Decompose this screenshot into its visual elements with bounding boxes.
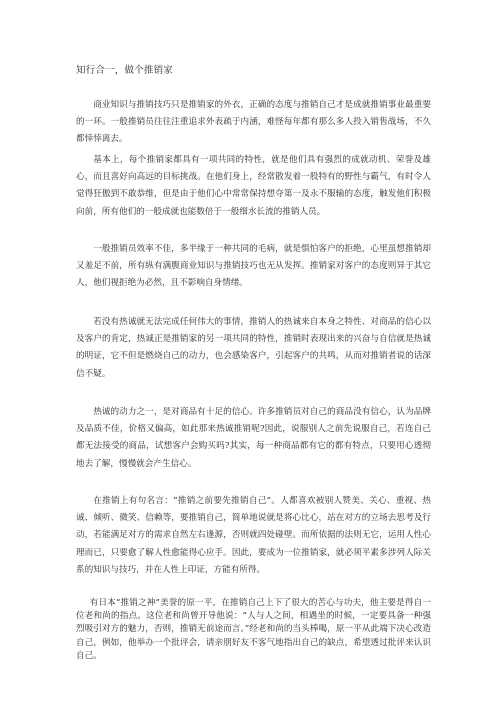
- paragraph-4: 若没有热诚就无法完成任何伟大的事情，推销人的热诚来自本身之特性、对商品的信心以及客户的肯定，热诚正是推销家的另一项共同的特性，推销时表现出来的兴奋与自信就是热诚的明证，它不但是燃烧自己的动力，也会感染客户，引起客户的共鸣，从而对推销者说的话深信不疑。: [76, 317, 431, 379]
- document-title: 知行合一，做个推销家: [76, 65, 174, 76]
- paragraph-3: 一般推销员效率不佳，多半缘于一种共同的毛病，就是惧怕客户的拒绝，心里虽想推销却又羞足不前，所有纵有满腹商业知识与推销技巧也无从发挥。推销家对客户的态度则异于其它人，他们视拒绝为必然，且不影响自身情绪。: [76, 244, 431, 289]
- paragraph-7: 有日本“推销之神”美誉的原一平，在推销自己上下了很大的苦心与功夫，他主要是得自一位老和尚的指点。这位老和尚曾开导他说：“人与人之间，相遇坐的时候，一定要具备一种强烈吸引对方的魅力，否则，推销无前途而言。”经老和尚的当头棒喝，原一平从此端下决心改造自己，例如，他举办一个批评会，请亲朋好友不客气地指出自己的缺点，希望透过批评来认识自己。: [76, 598, 431, 661]
- paragraph-1: 商业知识与推销技巧只是推销家的外衣，正确的态度与推销自己才是成就推销事业最重要的一环。一般推销员往往注重追求外表疏于内涵，难怪每年都有那么多人投入销售战场，不久都悻悻离去。: [76, 100, 431, 145]
- paragraph-6: 在推销上有句名言：“推销之前要先推销自己”。人都喜欢被别人赞美、关心、重视、热诚、倾听、微笑、信赖等，要推销自己，简单地说就是将心比心，站在对方的立场去思考及行动，若能满足对方的需求自然左右逢源，否则就四处碰壁。而所依据的法则无它，运用人性心理而已，只要愈了解人性愈能得心应手。因此，要成为一位推销家，就必须平素多涉列人际关系的知识与技巧，并在人性上印证，方能有所得。: [76, 496, 431, 575]
- paragraph-5: 热诚的动力之一，是对商品有十足的信心。许多推销员对自己的商品没有信心，认为品牌及品质不佳，价格又偏高，如此那来热诚推销呢?因此，说服别人之前先说服自己，若连自己都无法接受的商品，试想客户会购买吗?其实，每一种商品都有它的都有特点，只要用心透彻地去了解，慢慢就会产生信心。: [76, 407, 431, 469]
- paragraph-2: 基本上，每个推销家都具有一项共同的特性，就是他们具有强烈的成就动机、荣誉及雄心，而且喜好向高远的目标挑战。在他们身上，经常散发着一股特有的野性与霸气，有时令人觉得狂傲到不敢恭维，但是由于他们心中常常保持想夺第一及永不服输的态度，触发他们积极向前，所有他们的一般成就也能数倍于一般细水长流的推销人员。: [76, 155, 431, 217]
